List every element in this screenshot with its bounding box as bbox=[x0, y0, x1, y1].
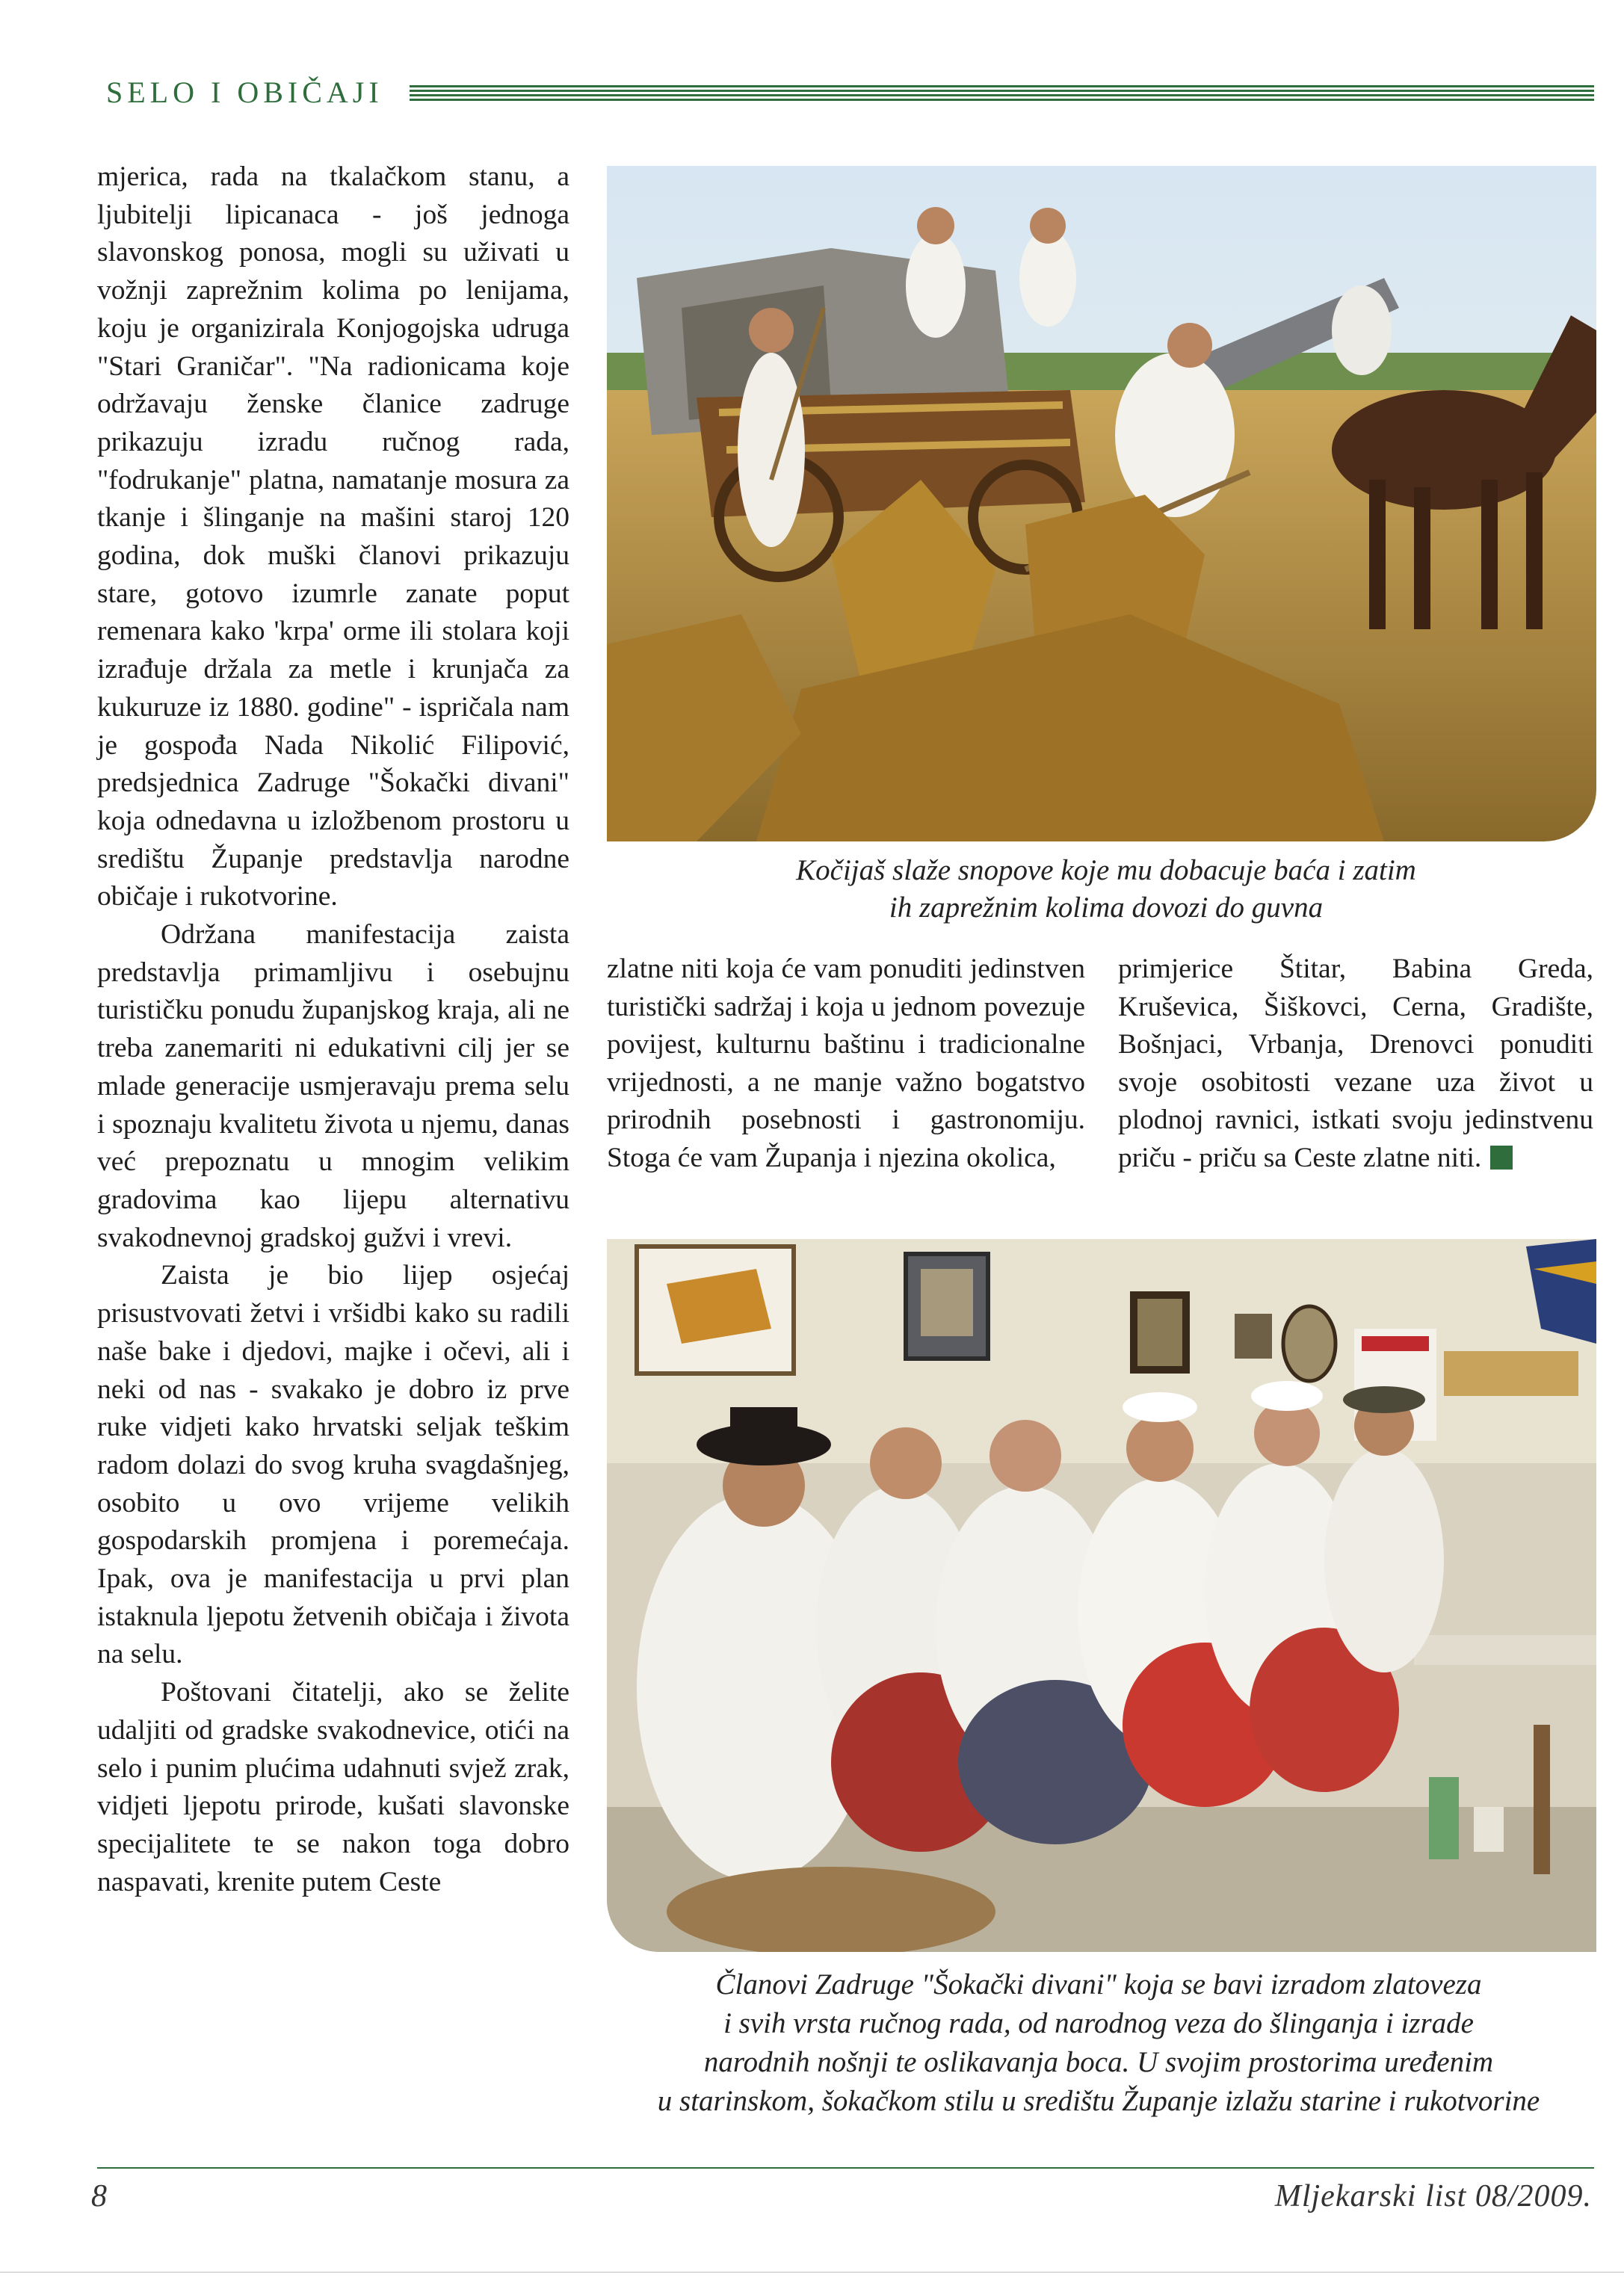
paragraph-1: mjerica, rada na tkalačkom stanu, a ljubitelji lipicanaca - još jednoga slavonskog ponosa, mogli su uživati u vožnji zaprežnim kolima po lenijama, koju je organizirala Konjogojska udruga "Stari Graničar". "Na radionicama koje održavaju ženske članice zadruge prikazuju izradu ručnog rada, "fodrukanje" platna, namatanje mosura za tkanje i šlinganje na mašini staroj 120 godina, dok muški članovi prikazuju stare, gotovo izumrle zanate poput remenara kako 'krpa' orme ili stolara koji izrađuje držala za metle i krunjača za kukuruze iz 1880. godine" - ispričala nam je gospođa Nada Nikolić Filipović, predsjednica Zadruge "Šokački divani" koja odnedavna u izložbenom prostoru u središtu Županje predstavlja narodne običaje i rukotvorine. bbox=[97, 161, 569, 912]
caption-line: Članovi Zadruge "Šokački divani" koja se bavi izradom zlatoveza bbox=[715, 1968, 1482, 2001]
threshing-photo bbox=[607, 166, 1596, 841]
end-of-article-mark bbox=[1490, 1146, 1513, 1170]
right-paragraph bbox=[1118, 951, 1593, 1177]
caption-line: ih zaprežnim kolima dovozi do guvna bbox=[889, 892, 1324, 924]
caption-line: narodnih nošnji te oslikavanja boca. U svojim prostorima uređenim bbox=[703, 2046, 1494, 2078]
middle-text-column bbox=[607, 951, 1085, 1177]
paragraph-3: Zaista je bio lijep osjećaj prisustvovati žetvi i vršidbi kako su radili naše bake i djedovi, majke i očevi, ali i neki od nas - svakako je dobro iz prve ruke vidjeti kako hrvatski seljak teškim radom dolazi do svog kruha svagdašnjeg, osobito u ovo vrijeme velikih gospodarskih promjena i poremećaja. Ipak, ova je manifestacija u prvi plan istaknula ljepotu žetvenih običaja i života na selu. bbox=[97, 1260, 569, 1670]
right-paragraph-text: primjerice Štitar, Babina Greda, Kruševica, Šiškovci, Cerna, Gradište, Bošnjaci, Vrbanja, Drenovci ponuditi svoje osobitosti vezane uza život u plodnoj ravnici, istkati svoju jedinstvenu priču - priču sa Ceste zlatne niti. bbox=[1118, 954, 1593, 1173]
cooperative-members-photo bbox=[607, 1239, 1596, 1952]
threshing-photo-caption bbox=[650, 852, 1562, 927]
caption-line: Kočijaš slaže snopove koje mu dobacuje baća i zatim bbox=[796, 854, 1416, 886]
caption-line: u starinskom, šokačkom stilu u središtu Županje izlažu starine i rukotvorine bbox=[657, 2085, 1540, 2117]
caption-line: i svih vrsta ručnog rada, od narodnog veza do šlinganja i izrade bbox=[723, 2007, 1474, 2039]
left-text-column bbox=[97, 158, 569, 1901]
section-title: SELO I OBIČAJI bbox=[106, 75, 383, 109]
page-edge-line bbox=[0, 2272, 1624, 2273]
paragraph-2: Održana manifestacija zaista predstavlja primamljivu i osebujnu turističku ponudu županjskog kraja, ali ne treba zanemariti ni edukativni cilj jer se mlade generacije usmjeravaju prema selu i spoznaju kvalitetu života u njemu, danas već prepoznatu u mnogim velikim gradovima kao lijepu alternativu svakodnevnoj gradskoj gužvi i vrevi. bbox=[97, 919, 569, 1253]
right-text-column bbox=[1118, 951, 1593, 1177]
page-number: 8 bbox=[91, 2179, 107, 2213]
header-rule bbox=[410, 85, 1594, 102]
threshing-photo-image bbox=[607, 166, 1596, 841]
publication-name: Mljekarski list 08/2009. bbox=[1274, 2179, 1592, 2213]
middle-paragraph: zlatne niti koja će vam ponuditi jedinstven turistički sadržaj i koja u jednom povezuje povijest, kulturnu baštinu i tradicionalne vrijednosti, a ne manje važno bogatstvo prirodnih posebnosti i gastronomiju. Stoga će vam Županja i njezina okolica, bbox=[607, 954, 1085, 1173]
footer-rule bbox=[97, 2167, 1594, 2169]
cooperative-members-photo-image bbox=[607, 1239, 1596, 1952]
paragraph-4: Poštovani čitatelji, ako se želite udaljiti od gradske svakodnevice, otići na selo i punim plućima udahnuti svjež zrak, vidjeti ljepotu prirode, kušati slavonske specijalitete te se nakon toga dobro naspavati, krenite putem Ceste bbox=[97, 1677, 569, 1897]
cooperative-photo-caption bbox=[590, 1965, 1607, 2121]
